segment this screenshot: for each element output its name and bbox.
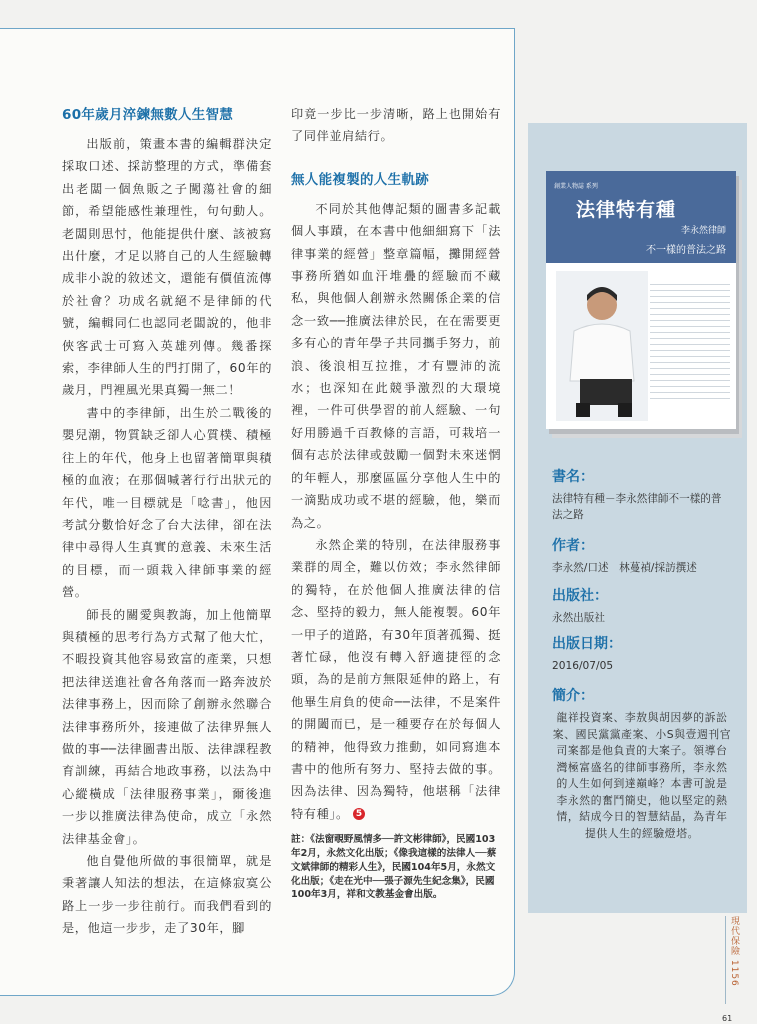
info-intro bbox=[552, 685, 732, 842]
cover-series: 創業人物誌 系列 bbox=[554, 183, 598, 190]
paragraph-text: 永然企業的特別，在法律服務事業群的周全，難以仿效；李永然律師的獨特，在於他個人推廣法律的信念、堅持的毅力，無人能複製。60年一甲子的道路，有30年頂著孤獨、挺著忙碌，他沒有轉入舒適捷徑的念頭，為的是前方無限延伸的路上，有他畢生肩負的使命──法律，不是案件的開闔而已，是一種要存在於每個人的精神，他得致力推動，如同寫進本書中的他所有努力、堅持去做的事。因為法律、因為獨特，他堪稱「法律特有種」。 bbox=[291, 537, 501, 821]
value-date: 2016/07/05 bbox=[552, 660, 614, 672]
cover-subtitle-2: 不一樣的普法之路 bbox=[646, 245, 726, 256]
value-intro: 龍祥投資案、李敖與胡因夢的訴訟案、國民黨黨產案、小S與壹週刊官司案都是他負責的大案子。領導台灣極富盛名的律師事務所，李永然的人生如何到達巔峰？本書可說是李永然的奮鬥簡史，他以堅定的熱情，結成今日的智慧結晶，為青年提供人生的經驗燈塔。 bbox=[552, 711, 732, 840]
label-book-name: 書名： bbox=[552, 469, 594, 485]
info-publisher bbox=[552, 585, 608, 626]
paragraph-continued: 印竟一步比一步清晰，路上也開始有了同伴並肩結行。 bbox=[291, 107, 501, 144]
book-sidebar bbox=[528, 123, 747, 913]
paragraph: 書中的李律師，出生於二戰後的嬰兒潮，物質缺乏卻人心質樸、積極往上的年代，他身上也留著簡單與積極的血液；在那個喊著行行出狀元的年代，唯一目標就是「唸書」，他因考試分數恰好念了台大法律，卻在法律中尋得人生真實的意義、未來生活的目標，而一頭栽入律師事業的經營。 bbox=[62, 405, 272, 600]
book-cover bbox=[546, 171, 736, 429]
middle-column bbox=[291, 103, 501, 902]
paragraph: 不同於其他傳記類的圖書多記載個人事蹟，在本書中他細細寫下「法律事業的經營」整章篇幅，攤開經營事務所猶如血汗堆疊的經驗而不藏私，與他個人創辦永然關係企業的信念一致──推廣法律於民，在在需要更多有心的青年學子共同攜手努力，前浪、後浪相互拉推，才有豐沛的流水；也深知在此競爭激烈的大環境裡，一件可供學習的前人經驗、一句好用勝過千百教條的言語，可栽培一個有志於法律或鼓勵一個對未來迷惘的年輕人，那麼區區分享他人生中的一滴點成功或不堪的經驗，他，樂而為之。 bbox=[291, 201, 501, 530]
value-publisher: 永然出版社 bbox=[552, 612, 605, 624]
label-intro: 簡介： bbox=[552, 688, 594, 704]
info-author bbox=[552, 535, 697, 576]
info-date bbox=[552, 633, 622, 674]
paragraph: 出版前，策畫本書的編輯群決定採取口述、採訪整理的方式，準備套出老闆一個魚販之子闖蕩社會的細節，希望能感性兼理性，句句動人。老闆則思忖，他能提供什麼、該被寫出什麼，才足以將自己的人生經驗轉成非小說的敘述文，還能有價值流傳於社會？功成名就絕不是律師的代號，編輯同仁也認同老闆說的，他非俠客武士可寫入英雄列傳。幾番探索，李律師人生的門打開了，60年的歲月，門裡風光果真獨一無二！ bbox=[62, 137, 272, 398]
label-publisher: 出版社： bbox=[552, 588, 608, 604]
paragraph bbox=[291, 534, 501, 825]
magazine-name: 現代保險 1156 bbox=[729, 916, 739, 987]
author-photo bbox=[556, 271, 648, 421]
paragraph: 他自覺他所做的事很簡單，就是秉著讓人知法的想法，在這條寂寞公路上一步一步往前行。而我們看到的是，他這一步步，走了30年，腳 bbox=[62, 854, 272, 936]
cover-subtitle: 李永然律師 bbox=[680, 226, 726, 236]
cover-title: 法律特有種 bbox=[576, 199, 677, 221]
paragraph: 師長的關愛與教誨，加上他簡單與積極的思考行為方式幫了他大忙，不暇投資其他容易致富的產業，只想把法律送進社會各角落而一路奔波於法律事務上，因而除了創辦永然聯合法律事務所外，接連做了法律界無人做的事──法律圖書出版、法律課程教育訓練，再結合地政事務，以法為中心縱橫成「法律服務事業」，爾後進一步以推廣法律為使命，成立「永然法律基金會」。 bbox=[62, 607, 272, 846]
value-book-name: 法律特有種－李永然律師不一樣的普法之路 bbox=[552, 493, 722, 521]
magazine-label bbox=[725, 916, 738, 1004]
left-column bbox=[62, 103, 272, 940]
label-author: 作者： bbox=[552, 538, 594, 554]
section-heading-2: 無人能複製的人生軌跡 bbox=[291, 171, 429, 188]
section-heading-1: 60年歲月淬鍊無數人生智慧 bbox=[62, 107, 234, 123]
page-number: 61 bbox=[722, 1014, 733, 1023]
label-date: 出版日期： bbox=[552, 636, 622, 652]
info-book-name bbox=[552, 466, 722, 523]
cover-banner bbox=[546, 171, 736, 263]
end-mark-icon: 5 bbox=[353, 808, 365, 820]
value-author: 李永然/口述 林蔓禎/採訪撰述 bbox=[552, 562, 697, 574]
footnote: 註：《法窗覗野風情多──許文彬律師》，民國103年2月，永然文化出版；《像我這樣的法律人──蔡文斌律師的精彩人生》，民國104年5月，永然文化出版；《走在光中──張子源先生紀念集》，民國100年3月，祥和文教基金會出版。 bbox=[291, 834, 497, 901]
cover-blurb bbox=[650, 279, 730, 399]
